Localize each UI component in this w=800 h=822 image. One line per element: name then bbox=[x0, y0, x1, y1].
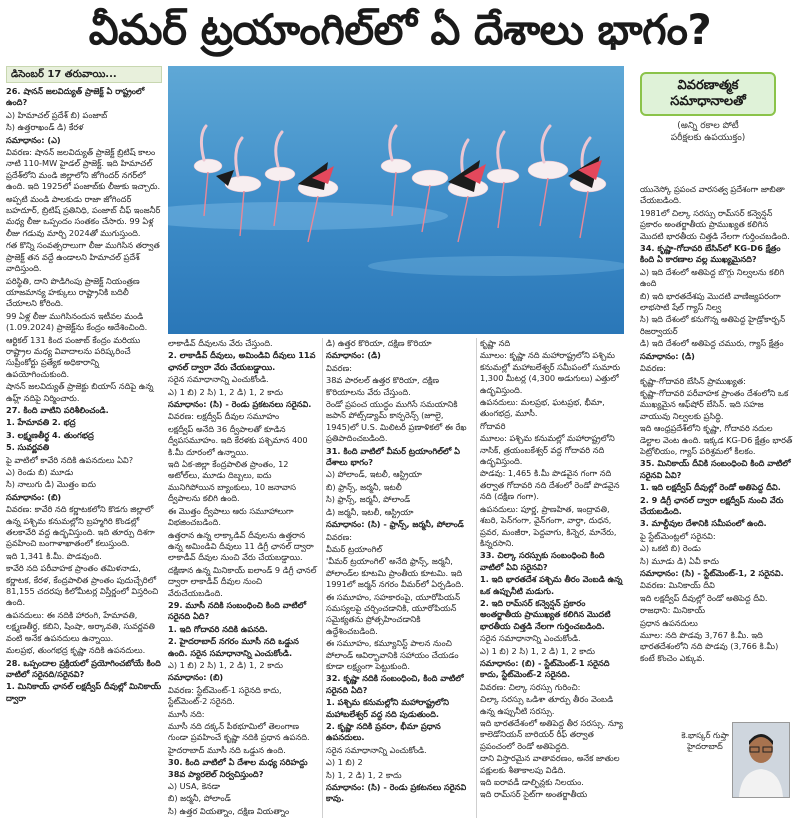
paragraph: వీమర్ ట్రయాంగిల్ bbox=[326, 543, 383, 554]
paragraph: గత కొన్ని సంవత్సరాలుగా లీజు ముగిసిన తర్వాత ప్రాజెక్ట్ తన వద్దే ఉండాలని హిమాచల్ ప్రదేశ్ వాదిస్తుంది. bbox=[6, 240, 160, 274]
author-name: కె.భాస్కర్ గుప్తా bbox=[681, 731, 729, 740]
paragraph: మూలం: పశ్చిమ కనుమల్లో మహారాష్ట్రలోని నాసిక్, త్రయంబకేశ్వర్ వద్ద గోదావరి నది ఉద్భవిస్తుంది. bbox=[480, 433, 615, 467]
paragraph: సమాధానం: (బి) bbox=[168, 672, 224, 683]
paragraph: డి) జర్మనీ, ఇటలీ, ఆస్ట్రియా bbox=[326, 506, 414, 517]
headline: వీమర్ ట్రయాంగిల్‌లో ఏ దేశాలు భాగం? bbox=[88, 5, 712, 54]
paragraph: సమాధానం: (బి) bbox=[6, 491, 62, 502]
paragraph: సమాధానం: (సి) - రెండు ప్రకటనలు సరైనవి కావు. bbox=[326, 782, 467, 804]
paragraph: ఎ) 1 బి) 2 సి) 1, 2 డి) 1, 2 కాదు bbox=[168, 659, 283, 670]
paragraph: కృష్ణా-గోదావరి బేసిన్ ప్రాముఖ్యత: bbox=[640, 375, 746, 386]
paragraph: పరిస్థితి, దాని పొడిగింపు ప్రాజెక్ట్ నియంత్రణ యాజమాన్య హక్కులు రాష్ట్రానికి బదిలీ చేయాలని కోరింది. bbox=[6, 275, 140, 309]
paragraph: 5. సువర్ణవతి bbox=[6, 442, 50, 453]
paragraph: ఇది భారతదేశంలో అతిపెద్ద తీర సరస్సు. న్యూ కాలెడోనియన్ బారియర్ రీఫ్ తర్వాత ప్రపంచంలో రెండో అతిపెద్దది. bbox=[480, 718, 623, 751]
paragraph: 2. 9 డిగ్రీ ఛానల్ ద్వారా లక్షద్వీప్ నుంచి వేరు చేయబడింది. bbox=[640, 494, 784, 516]
author-place: హైదరాబాద్ bbox=[687, 742, 723, 751]
paragraph: బి) ఫ్రాన్స్, జర్మనీ, ఇటలీ bbox=[326, 481, 402, 492]
column-3-text bbox=[326, 338, 472, 805]
paragraph: హైదరాబాద్ మూసీ నది ఒడ్డున ఉంది. bbox=[168, 744, 286, 755]
promo-subtitle bbox=[640, 120, 776, 144]
paragraph: సమాధానం: (ఎ) bbox=[6, 134, 61, 145]
paragraph: ఇది రామ్‌సర్ సైట్‌గా అంతర్జాతీయ bbox=[480, 789, 588, 800]
paragraph: పై స్టేట్‌మెంట్లలో సరైనవి: bbox=[640, 530, 716, 541]
column-divider bbox=[476, 338, 477, 818]
paragraph: 99 ఏళ్ల లీజు ముగిసినందున ఇటీవల మండి (1.09.2024) ప్రాజెక్ట్‌ను కేంద్రం ఆదేశించింది. bbox=[6, 310, 148, 333]
promo-line-1: వివరణాత్మక bbox=[677, 78, 739, 93]
flamingo-photo bbox=[168, 66, 624, 334]
paragraph: 30. కింది వాటిలో ఏ దేశాల మధ్య సరిహద్దు 38వ ప్యారలెల్ నిర్వచిస్తుంది? bbox=[168, 757, 308, 779]
paragraph: 2. హైదరాబాద్ నగరం మూసీ నది ఒడ్డున ఉంది. సరైన సమాధానాన్ని ఎంచుకోండి. bbox=[168, 636, 299, 658]
paragraph: మూసీ నది: bbox=[168, 708, 205, 719]
paragraph: మూలం: కృష్ణా నది మహారాష్ట్రలోని పశ్చిమ కనుమల్లో మహాబలేశ్వర్ సమీపంలో సుమారు 1,300 మీటర్ల (4,300 అడుగులు) ఎత్తులో ఉద్భవిస్తుంది. bbox=[480, 350, 621, 395]
paragraph: పై వాటిలో కావేరి నదికి ఉపనదులు ఏవి? bbox=[6, 454, 134, 465]
paragraph: 28. ఒప్పందాల ప్రక్రియలో ప్రయోగించబోయే కింది వాటిలో సరైనది/సరైనవి? bbox=[6, 657, 161, 679]
column-5 bbox=[640, 184, 794, 718]
paragraph: వివరణ: లక్షద్వీప్ దీవుల సమూహం bbox=[168, 411, 280, 422]
paragraph: అప్పటి మండి పాలకుడు రాజా జోగిందర్ బహదూర్, బ్రిటిష్ ప్రతినిధి, పంజాబ్ చీఫ్ ఇంజనీర్ మధ్య లీజు ఒప్పందం సంతకం చేసారు. 99 ఏళ్ల లీజు గడువు మార్చి 2024తో ముగుస్తుంది. bbox=[6, 193, 161, 238]
flamingo-photo-svg bbox=[168, 66, 624, 334]
paragraph: ఇది ఐరావడీ డాల్ఫిన్లకు నిలయం. bbox=[480, 777, 584, 788]
paragraph: ఉత్తరాన ఉన్న లాక్కాడివ్ దీవులను ఉత్తరాన ఉన్న అమిండివి దీవులు 11 డిగ్రీ ఛానల్ ద్వారా లాకాడీవ్ దీవుల నుంచి వేరు చేయబడ్డాయి. bbox=[168, 529, 314, 563]
paragraph: డి) ఉత్తర కొరియా, దక్షిణ కొరియా bbox=[326, 338, 432, 348]
paragraph: డి) ఇది దేశంలో అతిపెద్ద చమురు, గ్యాస్ క్షేత్రం bbox=[640, 338, 784, 349]
paragraph: ఎ) 1 బి) 2 సి) 1, 2 డి) 1, 2 కాదు bbox=[168, 386, 283, 397]
section-subtitle: డిసెంబర్ 17 తరువాయి... bbox=[6, 66, 162, 83]
column-1 bbox=[6, 66, 162, 818]
paragraph: 34. కృష్ణా-గోదావరి బేసిన్‌లో KG-D6 క్షేత్రం కింది ఏ కారణాల వల్ల ముఖ్యమైనది? bbox=[640, 243, 781, 265]
paragraph: వివరణ: చిల్కా సరస్సు గురించి: bbox=[480, 681, 581, 692]
paragraph: 32. కృష్ణా నదికి సంబంధించి, కింది వాటిలో సరైనది ఏది? bbox=[326, 673, 464, 695]
paragraph: బి) జర్మనీ, పోలాండ్ bbox=[168, 793, 231, 804]
paragraph: 26. షానన్ జలవిద్యుత్ ప్రాజెక్ట్ ఏ రాష్ట్రంలో ఉంది? bbox=[6, 86, 145, 108]
paragraph: లక్షద్వీప్ అనేది 36 ద్వీపాలతో కూడిన ద్వీపసమూహం. ఇది కేరళకు పశ్చిమాన 400 కి.మీ దూరంలో ఉన్నాయి. bbox=[168, 423, 308, 457]
author-portrait-icon bbox=[733, 723, 789, 797]
paragraph: ఎ) USA, కెనడా bbox=[168, 781, 221, 792]
paragraph: ఈ సమూహం, కమ్యూనిస్ట్ పాలన నుంచి పోలాండ్ ఆవిర్భావానికి సహాయం చేయడం కూడా లక్ష్యంగా పెట్టుకుంది. bbox=[326, 638, 459, 671]
paragraph: యునెస్కో ప్రపంచ వారసత్వ ప్రదేశంగా జాబితా చేయబడింది. bbox=[640, 184, 785, 206]
paragraph: సి) మూడు డి) ఏవీ కాదు bbox=[640, 555, 719, 566]
paragraph: ఉపనదులు: మలప్రభ, ఘటప్రభ, భీమా, తుంగభద్ర, మూసీ. bbox=[480, 397, 605, 419]
paragraph: కావేరి నది పరీవాహక ప్రాంతం తమిళనాడు, కర్ణాటక, కేరళ, కేంద్రపాలిత ప్రాంతం పుదుచ్చేరిలో 81,155 చదరపు కిలోమీటర్ల విస్తీర్ణంలో విస్తరించి ఉంది. bbox=[6, 563, 159, 608]
paragraph: 2. కృష్ణా నదికి ప్రవరా, భీమా ప్రధాన ఉపనదులు. bbox=[326, 721, 441, 743]
paragraph: 1. ఇది గోదావరి నదికి ఉపనది. bbox=[168, 623, 268, 634]
paragraph: 3. మాల్దీవుల దేశానికి సమీపంలో ఉంది. bbox=[640, 518, 767, 529]
paragraph: పొడవు: 1,465 కి.మీ పొడవైన గంగా నది తర్వాత గోదావరి నది దేశంలో రెండో పొడవైన నది (దక్షిణ గంగా). bbox=[480, 468, 620, 502]
paragraph: కృష్ణా-గోదావరి పరీవాహక ప్రాంతం దేశంలోని ఒక ముఖ్యమైన ఆఫ్‌షోర్ బేసిన్. ఇది సహజ వాయువు నిల్వలకు ప్రసిద్ధి. bbox=[640, 387, 789, 421]
paragraph: ఇది ఆంధ్రప్రదేశ్‌లోని కృష్ణా, గోదావరి నదుల డెల్టాల వెంట ఉంది. ఇక్కడ KG-D6 క్షేత్రం భారత్ పెట్రోలియం, గ్యాస్ పరిశ్రమలో కీలకం. bbox=[640, 423, 793, 456]
paragraph: సరైన సమాధానాన్ని ఎంచుకోండి. bbox=[480, 633, 581, 644]
column-1-text bbox=[6, 86, 162, 704]
paragraph: ఎ) రెండు బి) మూడు bbox=[6, 467, 74, 477]
column-4-text bbox=[480, 338, 628, 801]
column-2-text bbox=[168, 338, 318, 817]
paragraph: ఇది లక్షద్వీప్ దీవుల్లో రెండో అతిపెద్ద దీవి. bbox=[640, 592, 768, 603]
paragraph: సి) ఉత్తర వియత్నాం, దక్షిణ వియత్నాం bbox=[168, 805, 290, 816]
paragraph: 33. చిల్కా సరస్సుకు సంబంధించి కింది వాటిలో ఏవి సరైనవి? bbox=[480, 550, 605, 572]
paragraph: 1. మినికాయ్ ఛానల్ లక్షద్వీప్ దీవుల్లో మినికాయ్ ద్వారా bbox=[6, 681, 162, 703]
author-photo bbox=[732, 722, 790, 798]
paragraph: సమాధానం: (డి) bbox=[326, 350, 381, 361]
paragraph: ఈ మొత్తం ద్వీపాలు ఆరు సమూహాలుగా విభజించబడింది. bbox=[168, 505, 294, 528]
paragraph: సమాధానం: (డి) bbox=[640, 350, 695, 361]
author-box bbox=[680, 722, 790, 800]
column-4 bbox=[480, 338, 628, 818]
paragraph: 27. కింది వాటిని పరిశీలించండి. bbox=[6, 404, 109, 415]
paragraph: 2. ఇది రామ్‌సర్ కన్వెన్షన్ ప్రకారం అంతర్జాతీయ ప్రాముఖ్యత కలిగిన మొదటి భారతీయ చిత్తడి నేలగా గుర్తించబడింది. bbox=[480, 597, 611, 631]
paragraph: షానన్ జలవిద్యుత్ ప్రాజెక్టు బియాస్ నదిపై ఉన్న ఉహ్ల్ నదిపై నిర్మించారు. bbox=[6, 381, 154, 403]
paragraph: ఎ) హిమాచల్ ప్రదేశ్ బి) పంజాబ్ bbox=[6, 109, 108, 120]
paragraph: 31. కింది వాటిలో వీమర్ ట్రయాంగిల్‌లో ఏ దేశాలు భాగం? bbox=[326, 445, 460, 468]
paragraph: గోదావరి bbox=[480, 420, 506, 431]
paragraph: సి) 1, 2 డి) 1, 2 కాదు bbox=[326, 769, 402, 780]
paragraph: సమాధానం: (సి) - స్టేట్‌మెంట్-1, 2 సరైనవి. bbox=[640, 568, 784, 578]
paragraph: ఎ) ఇది దేశంలో అతిపెద్ద బొగ్గు నిల్వలను కలిగి ఉంది bbox=[640, 266, 785, 289]
paragraph: 'వీమర్ ట్రయాంగిల్' అనేది ఫ్రాన్స్, జర్మనీ, పోలాండ్‌ల కూటమి ప్రాంతీయ కూటమి. ఇది 1991లో జర్మన్ నగరం వీమర్‌లో ఏర్పడింది. bbox=[326, 556, 464, 590]
paragraph: సమాధానం: (సి) - రెండు ప్రకటనలు సరైనవి. bbox=[168, 399, 312, 410]
column-5-text bbox=[640, 184, 794, 664]
paragraph: ఉపనదులు: పూర్ణ, ప్రాణహిత, ఇంద్రావతి, శబరి, పెన్‌గంగా, వైన్‌గంగా, వార్ధా, దుధన, ప్రవర, మంజీరా, పెద్దవాగు, కిన్నెర, మానేరు, కిన్నరసాని. bbox=[480, 503, 617, 548]
paragraph: వివరణ: bbox=[326, 531, 353, 542]
paragraph: 1. ఇది భారతదేశ పశ్చిమ తీరం వెంబడి ఉన్న ఒక ఉప్పునీటి మడుగు. bbox=[480, 574, 623, 596]
paragraph: వివరణ: bbox=[326, 362, 353, 373]
paragraph: 29. మూసీ నదికి సంబంధించి కింది వాటిలో సరైనది ఏది? bbox=[168, 599, 307, 622]
promo-line-2: సమాధానాలతో bbox=[670, 94, 746, 109]
paragraph: ఆర్టికల్ 131 కింద పంజాబ్ కేంద్రం మరియు రాష్ట్రాల మధ్య వివాదాలను పరిష్కరించే సుప్రీంకోర్టు ప్రత్యేక అధికారాన్ని ఉపయోగించుకుంది. bbox=[6, 334, 141, 379]
paragraph: వివరణ: bbox=[640, 363, 667, 374]
paragraph: ఇది ఏక-జిల్లా కేంద్రపాలిత ప్రాంతం, 12 అటోల్‌లు, మూడు దిబ్బలు, ఐదు మునిగిపోయిన బ్యాంకులు, 10 జనావాస ద్వీపాలను కలిగి ఉంది. bbox=[168, 459, 297, 504]
paragraph: 1. పశ్చిమ కనుమల్లోని మహారాష్ట్రలోని మహాబలేశ్వర్ వద్ద నది పుడుతుంది. bbox=[326, 697, 449, 719]
author-info bbox=[680, 730, 730, 752]
paragraph: రాజధాని: మినికాయ్ bbox=[640, 605, 706, 616]
paragraph: సి) ఉత్తరాఖండ్ డి) కేరళ bbox=[6, 122, 84, 133]
paragraph: వివరణ: షానన్ జలవిద్యుత్ ప్రాజెక్ట్ బ్రిటిష్ కాలం నాటి 110-MW హైడల్ ప్రాజెక్ట్. ఇది హిమాచల్ ప్రదేశ్‌లోని మండి జిల్లాలోని జోగిందర్ నగర్‌లో ఉంది. ఇది 1925లో పంజాబ్‌కు లీజుకు ఇచ్చారు. bbox=[6, 147, 161, 192]
paragraph: ప్రధాన ఉపనదులు bbox=[640, 617, 698, 628]
paragraph: చిల్కా సరస్సు ఒడిశా తూర్పు తీరం వెంబడి ఉన్న ఉప్పునీటి సరస్సు. bbox=[480, 694, 614, 716]
paragraph: మూసీ నది దక్కన్ పీఠభూమిలో తెలంగాణ గుండా ప్రవహించే కృష్ణా నదికి ప్రధాన ఉపనది. bbox=[168, 721, 310, 743]
paragraph: లాకాడీవ్ దీవులను వేరు చేస్తుంది. bbox=[168, 338, 273, 348]
column-2 bbox=[168, 338, 318, 818]
paragraph: కృష్ణా నది bbox=[480, 338, 511, 348]
paragraph: సి) ఫ్రాన్స్, జర్మనీ, పోలాండ్ bbox=[326, 494, 411, 505]
paragraph: వివరణ: స్టేట్‌మెంట్-1 సరైనది కాదు, స్టేట్‌మెంట్-2 సరైనది. bbox=[168, 684, 282, 707]
paragraph: 38వ పారలల్ ఉత్తర కొరియా, దక్షిణ కొరియాలను వేరు చేస్తుంది. bbox=[326, 375, 440, 397]
promo-line-4: పరీక్షలకు ఉపయుక్తం) bbox=[670, 133, 746, 143]
paragraph: ఎ) పోలాండ్, ఇటలీ, ఆస్ట్రియా bbox=[326, 469, 422, 480]
paragraph: ఇది 1,341 కి.మీ. పొడవుంది. bbox=[6, 550, 102, 561]
paragraph: వివరణ: మినికాయ్ దీవి bbox=[640, 580, 715, 591]
promo-banner bbox=[640, 72, 776, 116]
paragraph: సి) ఇది దేశంలో కనుగొన్న అతిపెద్ద హైడ్రోకార్బన్ రిజర్వాయర్ bbox=[640, 314, 786, 336]
paragraph: 2. లాకాడీవ్ దీవులు, అమిండివి దీవులు 11వ ఛానల్ ద్వారా వేరు చేయబడ్డాయి. bbox=[168, 350, 316, 372]
paragraph: సమాధానం: (బి) - స్టేట్‌మెంట్-1 సరైనది కాదు, స్టేట్‌మెంట్-2 సరైనది. bbox=[480, 657, 610, 680]
paragraph: సరైన సమాధానాన్ని ఎంచుకోండి. bbox=[326, 744, 427, 755]
paragraph: ఎ) ఒకటి బి) రెండు bbox=[640, 543, 701, 554]
paragraph: దక్షిణాన ఉన్న మినికాయ్ ఐలాండ్ 9 డిగ్రీ ఛానల్ ద్వారా లాకాడీవ్ దీవుల నుంచి వేరుచేయబడింది. bbox=[168, 564, 317, 598]
paragraph: దాని విస్తారమైన వాతావరణం, అనేక జాతుల పక్షులకు శీతాకాలపు విడిది. bbox=[480, 753, 620, 775]
column-3 bbox=[326, 338, 472, 818]
paragraph: సరైన సమాధానాన్ని ఎంచుకోండి. bbox=[168, 374, 269, 385]
paragraph: వివరణ: కావేరి నది కర్ణాటకలోని కొడగు జిల్లాలో ఉన్న పశ్చిమ కనుమల్లోని బ్రహ్మగిరి కొండల్లో తలకావేరి వద్ద ఉద్భవిస్తుంది. ఇది తూర్పు దిశగా ప్రవహించి బంగాళాఖాతంలో కలుస్తుంది. bbox=[6, 504, 155, 549]
paragraph: ఈ సమూహం, సహకారంపై, యూరోపియన్ సమస్యలపై చర్చించడానికి, యూరోపియన్ సమైక్యతను ప్రోత్సహించడానికి ఉద్దేశించబడింది. bbox=[326, 591, 461, 636]
paragraph: రెండో ప్రపంచ యుద్ధం ముగిసే సమయానికి జపాన్ పోట్స్‌డ్యామ్ కాన్ఫరెన్స్ (జూలై, 1945)లో U.S. మిలిటరీ ప్రణాళికలో ఈ రేఖ ప్రతిపాదించబడింది. bbox=[326, 399, 467, 444]
paragraph: 35. మినికాయ్ దీవికి సంబంధించి కింది వాటిలో సరైనవి ఏవి? bbox=[640, 458, 791, 480]
paragraph: 1. హేమావతి 2. భద్ర bbox=[6, 417, 76, 428]
paragraph: సి) నాలుగు డి) మొత్తం ఐదు bbox=[6, 479, 96, 490]
paragraph: బి) ఇది భారతదేశపు మొదటి వాణిజ్యపరంగా లాభసాటి షేల్ గ్యాస్ నిల్వ bbox=[640, 290, 781, 313]
column-divider bbox=[322, 338, 323, 818]
paragraph: 1. ఇది లక్షద్వీప్ దీవుల్లో రెండో అతిపెద్ద దీవి. bbox=[640, 482, 781, 493]
paragraph: ఉపనదులు: ఈ నదికి హారంగి, హేమావతి, లక్ష్మణతీర్థ, కబిని, షింషా, అర్కావతి, సువర్ణవతి వంటి అనేక ఉపనదులు ఉన్నాయి. bbox=[6, 609, 155, 643]
paragraph: ఎ) 1 బి) 2 సి) 1, 2 డి) 1, 2 కాదు bbox=[480, 645, 595, 656]
promo-line-3: (అన్ని రకాల పోటీ bbox=[677, 121, 739, 131]
paragraph: 3. లక్ష్మణతీర్థ 4. తుంగభద్ర bbox=[6, 429, 94, 440]
promo-box bbox=[640, 72, 776, 178]
paragraph: ఎ) 1 బి) 2 bbox=[326, 757, 363, 768]
paragraph: సమాధానం: (సి) - ఫ్రాన్స్, జర్మనీ, పోలాండ్ bbox=[326, 519, 464, 530]
paragraph: మూల: నది పొడవు 3,767 కి.మీ. ఇది భారతదేశంలోని నది పొడవు (3,766 కి.మీ) కంటే కొంచెం ఎక్కువ. bbox=[640, 630, 779, 663]
paragraph: మలప్రభ, తుంగభద్ర కృష్ణా నదికి ఉపనదులు. bbox=[6, 645, 146, 656]
paragraph: 1981లో చిల్కా సరస్సు రామ్‌సర్ కన్వెన్షన్ ప్రకారం అంతర్జాతీయ ప్రాముఖ్యత కలిగిన మొదటి భారతీయ చిత్తడి నేలగా గుర్తించబడింది. bbox=[640, 207, 790, 241]
